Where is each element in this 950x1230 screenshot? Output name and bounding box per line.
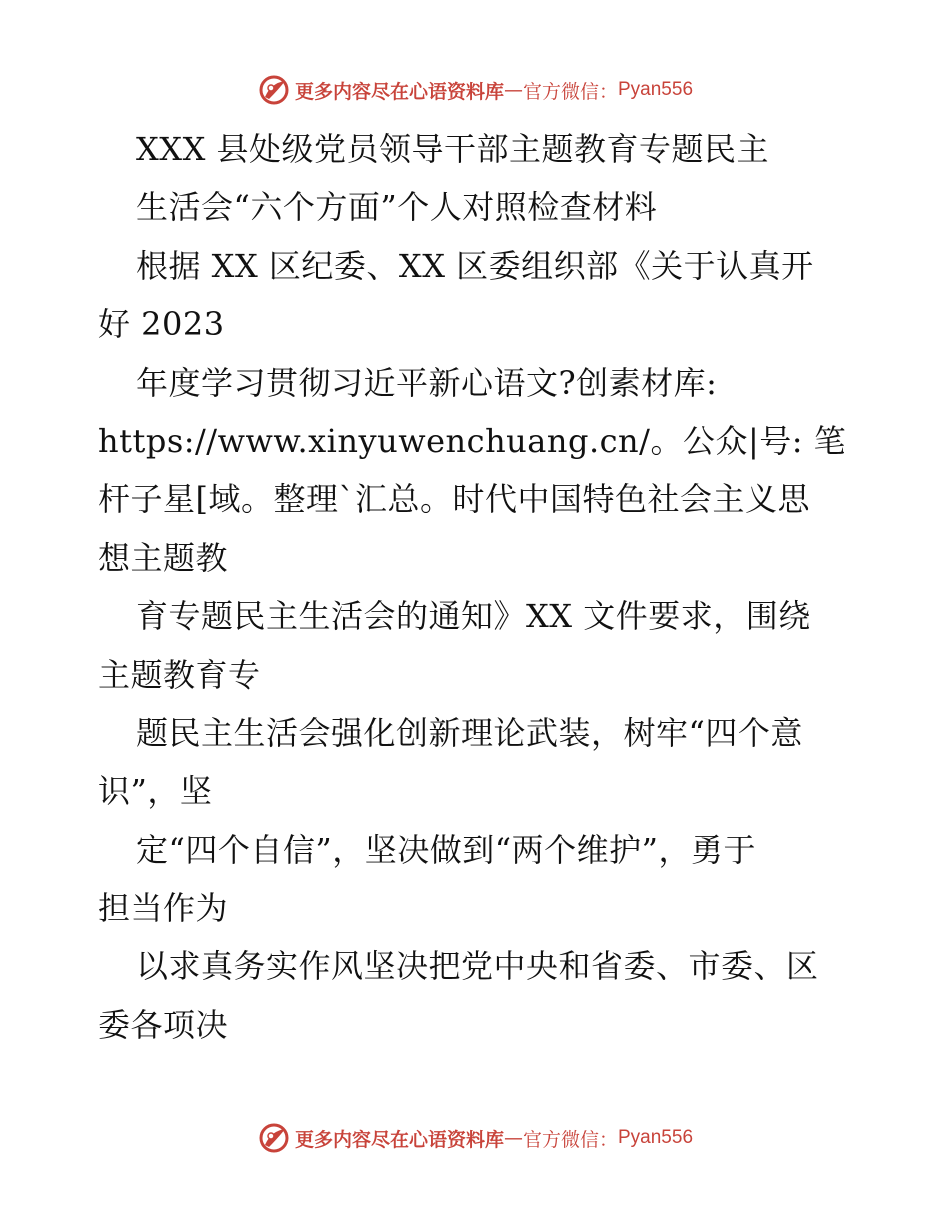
header-banner	[0, 70, 950, 110]
doc-paragraph-line: https://www.xinyuwenchuang.cn/。公众|号: 笔	[98, 421, 847, 460]
doc-paragraph-line: 定“四个自信”，坚决做到“两个维护”，勇于	[136, 830, 756, 869]
brand-logo-icon	[257, 73, 291, 107]
doc-paragraph-line: 根据 XX 区纪委、XX 区委组织部《关于认真开	[136, 246, 814, 285]
doc-paragraph-line: 杆子星[域。整理`汇总。时代中国特色社会主义思	[98, 480, 810, 519]
brand-logo-icon	[257, 1121, 291, 1155]
banner-wechat-id: Pyan556	[618, 1127, 694, 1148]
doc-paragraph-line: 担当作为	[98, 889, 229, 928]
doc-paragraph-line: 以求真务实作风坚决把党中央和省委、市委、区	[136, 947, 819, 986]
document-body	[98, 120, 858, 1054]
doc-paragraph-line: 识”，坚	[98, 772, 213, 811]
doc-paragraph-line: 题民主生活会强化创新理论武装，树牢“四个意	[136, 713, 803, 752]
banner-slogan: 更多内容尽在心语资料库	[294, 1128, 504, 1151]
doc-title-line-1: XXX 县处级党员领导干部主题教育专题民主	[136, 130, 770, 168]
footer-banner	[0, 1118, 950, 1158]
banner-wechat-id: Pyan556	[618, 79, 694, 100]
banner-official-label: 官方微信：	[522, 1128, 618, 1151]
doc-paragraph-line: 想主题教	[98, 538, 229, 577]
doc-paragraph-line: 好 2023	[98, 305, 225, 344]
banner-dash: —	[503, 79, 523, 101]
banner-slogan: 更多内容尽在心语资料库	[294, 80, 504, 103]
doc-paragraph-line: 委各项决	[98, 1005, 229, 1044]
doc-paragraph-line: 育专题民主生活会的通知》XX 文件要求，围绕	[136, 597, 811, 636]
banner-dash: —	[503, 1127, 523, 1149]
doc-title-line-2: 生活会“六个方面”个人对照检查材料	[136, 188, 658, 227]
doc-paragraph-line: 主题教育专	[98, 655, 261, 694]
doc-paragraph-line: 年度学习贯彻习近平新心语文?创素材库:	[136, 363, 718, 402]
banner-official-label: 官方微信：	[522, 80, 618, 103]
